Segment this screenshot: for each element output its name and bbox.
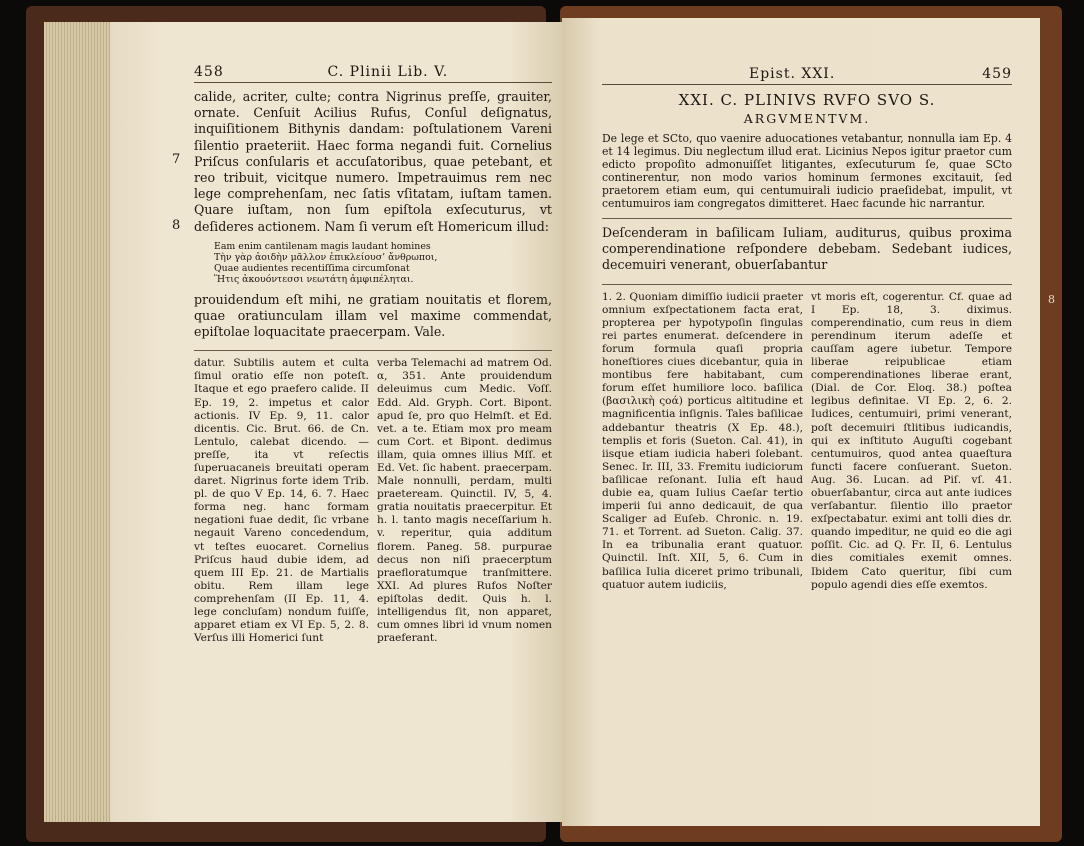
- left-page: [110, 22, 562, 822]
- left-notes: [194, 350, 552, 645]
- quote-line: Eam enim cantilenam magis laudant homines: [214, 240, 431, 252]
- right-page: [562, 18, 1040, 826]
- left-main-text: calide, acriter, culte; contra Nigrinus preſſe, grauiter, ornate. Cenſuit Acilius Rufus, Conſul deſignatus, inquiſitionem Bithynis dandam: poſtulationem Vareni ſilentio praeteriit. Haec forma negandi fuit. Cornelius Priſcus conſularis et accuſatoribus, quae petebant, et reo tribuit, vicitque numero. Impetrauimus rem nec lege comprehenſam, nec ſatis vſitatam, iuſtam tamen. Quare iuſtam, non ſum epiſtola exſecuturus, vt deſideres actionem. Nam ſi verum eſt Homericum illud:: [194, 89, 552, 234]
- right-page-content: [602, 66, 1012, 592]
- divider: [602, 218, 1012, 219]
- left-notes-col-2: [377, 357, 552, 645]
- left-running-head: [194, 64, 552, 83]
- margin-number: 7: [172, 152, 181, 167]
- quote-line: Τὴν γὰρ ἀοιδὴν μᾶλλον ἐπικλείουσ’ ἄνθρωποι,: [214, 252, 438, 264]
- quote-line: Ἥτις ἀκουόντεσσι νεωτάτη ἀμφιπέληται.: [214, 274, 414, 286]
- right-notes: [602, 284, 1012, 592]
- epistle-title: XXI. C. PLINIVS RVFO SVO S.: [678, 91, 936, 109]
- left-closing-text: prouidendum eſt mihi, ne gratiam nouitatis et florem, quae oratiunculam illam vel maxime commendat, epiſtolae loquacitate praecerpam. Vale.: [194, 291, 552, 340]
- left-running-title: C. Plinii Lib. V.: [327, 64, 449, 80]
- quote-line: Quae audientes recentiſſima circumſonat: [214, 263, 410, 275]
- argument-text: De lege et SCto, quo vaenire aduocationes vetabantur, nonnulla iam Ep. 4 et 14 legimus. Diu neglectum illud erat. Licinius Nepos igitur praetor cum edicto propoſito admonuiſſet litigantes, exſecuturum ſe, quae SCto continerentur, non modo varios hominum ſermones excitauit, ſed praetorem etiam eum, qui centumuirali iudicio praeſidebat, impulit, vt centumuiros iam congregatos dimitteret. Haec facunde hic narrantur.: [602, 132, 1012, 210]
- left-page-content: [194, 64, 552, 645]
- notes-text: vt moris eſt, cogerentur. Cf. quae ad I Ep. 18, 3. diximus. comperendinatio, cum reus in diem perendinum iterum adeſſe et cauſſam agere iubetur. Tempore liberae reipublicae etiam comperendinationes liberae erant, (Dial. de Cor. Eloq. 38.) poſtea legibus definitae. VI Ep. 2, 6. 2. Iudices, centumuiri, primi venerant, poſt decemuiri ſtlitibus iudicandis, qui ex inſtituto Auguſti cogebant centumuiros, quod antea quaeſtura functi facere conſuerant. Sueton. Aug. 36. Lucan. ad Piſ. vſ. 41. obuerſabantur, circa aut ante iudices verſabantur. ſilentio illo praetor exſpectabatur. eximi ant tolli dies dr. quando impeditur, ne quid eo die agi poſſit. Cic. ad Q. Fr. II, 6. Lentulus dies comitiales exemit omnes. Ibidem Cato queritur, ſibi cum populo agendi dies eſſe exemtos.: [811, 290, 1012, 591]
- left-notes-col-1: [194, 357, 369, 645]
- right-running-title: Epist. XXI.: [748, 66, 836, 82]
- fore-edge-mark: 8: [1048, 293, 1055, 306]
- notes-text: 1. 2. Quoniam dimiſſio iudicii praeter omnium exſpectationem facta erat, propterea per hypotypoſin ſingulas rei partes enumerat. deſcendere in forum formula quaſi propria honeſtiores ciues dicebantur, quia in montibus fere habitabant, cum forum eſſet humiliore loco. baſilica (βασιλικὴ ςοά) porticus altitudine et magnificentia inſignis. Tales baſilicae addebantur theatris (X Ep. 48.), templis et foris (Sueton. Cal. 41), in iisque etiam iudicia haberi ſolebant. Senec. Ir. III, 33. Fremitu iudiciorum baſilicae reſonant. Iulia eſt haud dubie ea, quam Iulius Caeſar tertio imperii ſui anno dedicauit, de qua Scaliger ad Euſeb. Chronic. n. 19. 71. et Torrent. ad Sueton. Calig. 37. In ea tribunalia erant quatuor. Quinctil. Inſt. XII, 5, 6. Cum in baſilica Iulia diceret primo tribunali, quatuor autem iudiciis,: [602, 290, 803, 591]
- right-running-head: [602, 66, 1012, 85]
- right-main-text: Deſcenderam in baſilicam Iuliam, auditurus, quibus proxima comperendinatione reſponderе debebam. Sedebant iudices, decemuiri venerant, obuerſabantur: [602, 225, 1012, 273]
- notes-text: verba Telemachi ad matrem Od. α, 351. Ante prouidendum deleuimus cum Medic. Voſſ. Edd. Ald. Gryph. Cort. Bipont. apud ſe, pro quo Helmſt. et Ed. vet. a te. Etiam mox pro meam cum Cort. et Bipont. dedimus illam, quia omnes illius Mſſ. et Ed. Vet. ſic habent. praecerpam. Male nonnulli, perdam, multi praeteream. Quinctil. IV, 5, 4. gratia nouitatis praecerpitur. Et h. l. tanto magis neceſſarium h. v. reperitur, quia additum florem. Paneg. 58. purpurae decus non niſi praecerptum praefloratumque tranſmittere. XXI. Ad plures Rufos Noſter epiſtolas dedit. Quis h. l. intelligendus ſit, non apparet, cum omnes libri id vnum nomen praeferant.: [377, 357, 552, 645]
- homeric-quote: [214, 241, 552, 286]
- margin-number: 8: [172, 218, 181, 233]
- left-page-number: 458: [194, 64, 224, 80]
- notes-text: datur. Subtilis autem et culta ſimul oratio eſſe non poteſt. Itaque et ego praefero calide. II Ep. 19, 2. impetus et calor actionis. IV Ep. 9, 11. calor dicentis. Cic. Brut. 66. de Cn. Lentulo, calebat dicendo. — preſſe, ita vt reſectis ſuperuacaneis breuitati operam daret. Nigrinus forte idem Trib. pl. de quo V Ep. 14, 6. 7. Haec forma neg. hanc formam negationi fuae dedit, ſic vrbane negauit Vareno concedendum, vt teſtes euocaret. Cornelius Priſcus haud dubie idem, ad quem III Ep. 21. de Martialis obitu. Rem illam lege comprehenſam (II Ep. 11, 4. lege concluſam) nondum fuiſſe, apparet etiam ex VI Ep. 5, 2. 8. Verſus illi Homerici ſunt: [194, 357, 369, 645]
- right-notes-col-1: [602, 291, 803, 592]
- argument-title: ARGVMENTVM.: [743, 111, 871, 126]
- right-page-number: 459: [982, 66, 1012, 82]
- right-notes-col-2: [811, 291, 1012, 592]
